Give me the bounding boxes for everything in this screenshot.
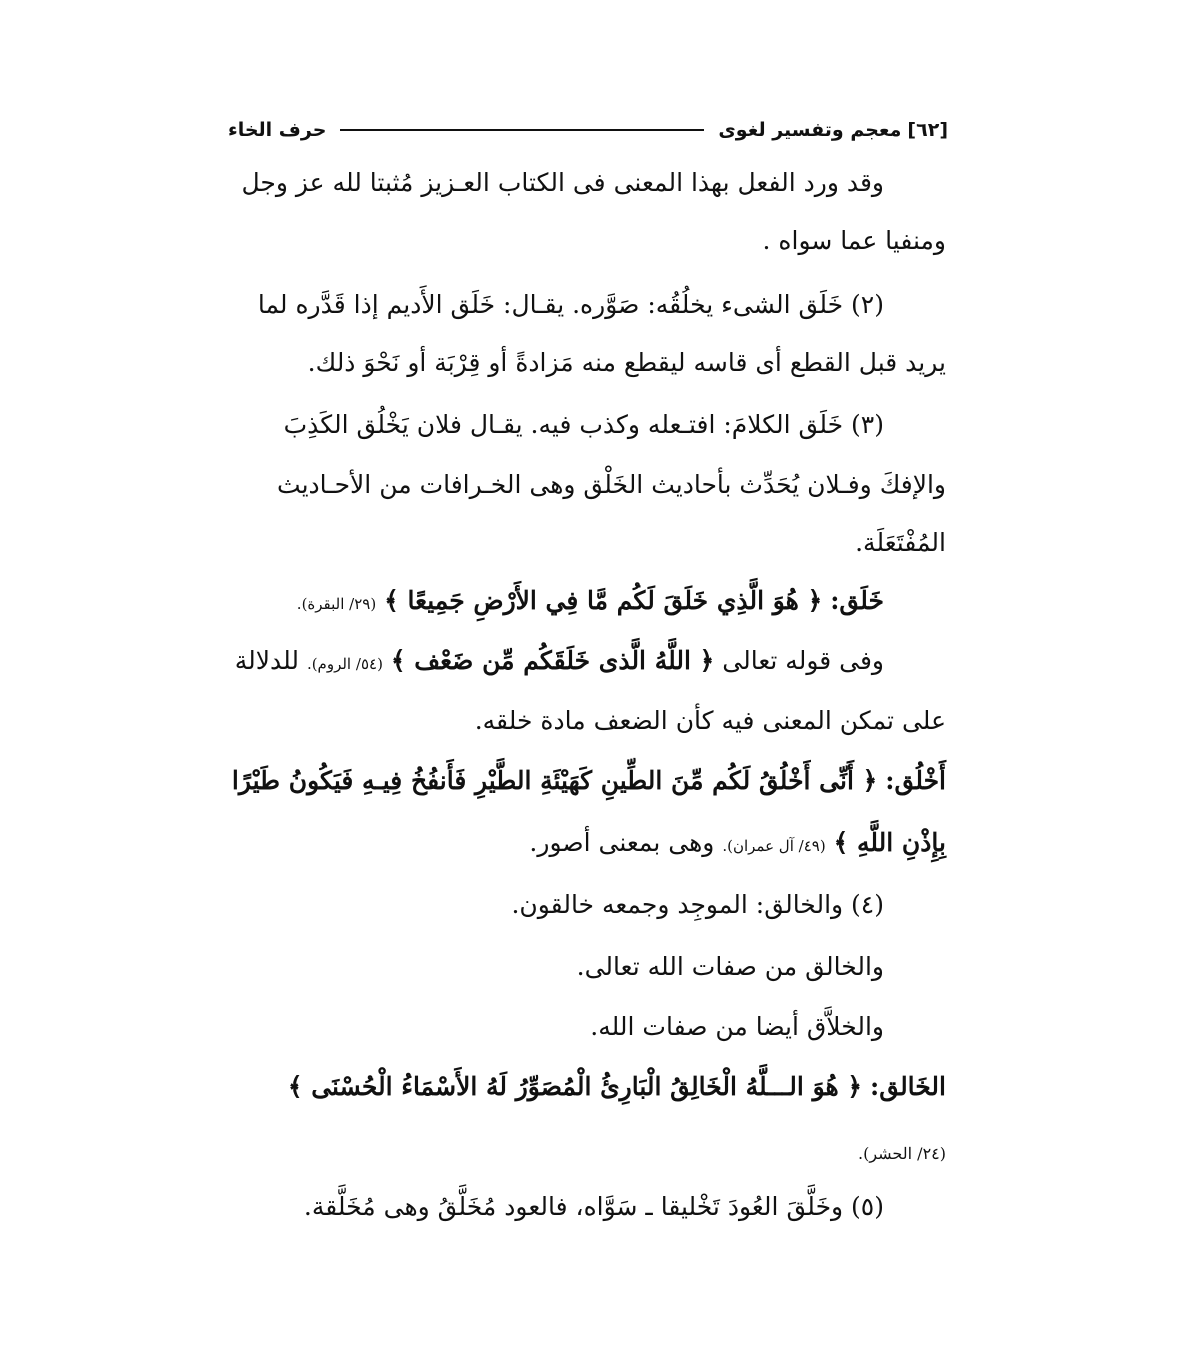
- page-number: [٦٢]: [907, 119, 948, 141]
- text-line-18: (٥) وخَلَّقَ العُودَ تَخْليقا ـ سَوَّاه، فالعود مُخَلَّقُ وهى مُخَلَّقة.: [303, 1192, 884, 1221]
- verse-line-rum: [235, 646, 884, 675]
- text-line-14: والخالق من صفات الله تعالى.: [576, 952, 884, 981]
- quran-verse: ﴿ أَنِّى أَخْلُقُ لَكُم مِّنَ الطِّينِ كَهَيْئَةِ الطَّيْرِ فَأَنفُخُ فِيـهِ فَيَكُونُ طَيْرًا: [231, 766, 878, 795]
- text-line-4: يريد قبل القطع أى قاسه ليقطع منه مَزادةً أو قِرْبَة أو نَحْوَ ذلك.: [307, 348, 946, 377]
- verse-line-khalaqa: [297, 586, 884, 615]
- verse-reference: (٤٩/ آل عمران).: [722, 837, 826, 855]
- text-line-2: ومنفيا عما سواه .: [762, 226, 946, 255]
- quran-verse: ﴿ اللَّهُ الَّذى خَلَقَكُم مِّن ضَعْف ﴾: [390, 646, 715, 675]
- quran-verse: ﴿ هُوَ الـــلَّهُ الْخَالِقُ الْبَارِئُ الْمُصَوِّرُ لَهُ الأَسْمَاءُ الْحُسْنَى ﴾: [287, 1072, 863, 1101]
- running-header: [228, 112, 948, 148]
- trailing-text: للدلالة: [234, 646, 299, 675]
- verse-line-akhluqu: [232, 766, 946, 795]
- text-line-15: والخلاَّق أيضا من صفات الله.: [590, 1012, 884, 1041]
- text-line-5: (٣) خَلَق الكلامَ: افتـعله وكذب فيه. يقـال فلان يَخْلُق الكَذِبَ: [283, 410, 884, 439]
- quran-verse-end: بِإِذْنِ اللَّهِ ﴾: [833, 828, 946, 857]
- verse-reference: (٥٤/ الروم).: [306, 655, 383, 673]
- verse-reference: (٢٤/ الحشر).: [858, 1144, 946, 1163]
- verse-line-khaliq: [288, 1072, 946, 1101]
- text-line-3: (٢) خَلَق الشىء يخلُقُه: صَوَّره. يقـال: خَلَق الأَديم إذا قَدَّره لما: [257, 290, 884, 319]
- verse-line-continuation: [529, 828, 946, 857]
- text-line-13: (٤) والخالق: الموجِد وجمعه خالقون.: [511, 890, 884, 919]
- text-line-10: على تمكن المعنى فيه كأن الضعف مادة خلقه.: [474, 706, 946, 735]
- text-line-1: وقد ورد الفعل بهذا المعنى فى الكتاب العـزيز مُثبتا لله عز وجل: [241, 168, 884, 197]
- book-title: معجم وتفسير لغوى: [718, 119, 902, 141]
- headword: أَخْلُق:: [885, 766, 946, 795]
- headword: الخَالق:: [869, 1072, 946, 1101]
- section-title: حرف الخاء: [228, 119, 327, 141]
- trailing-text: وهى بمعنى أصور.: [529, 828, 715, 857]
- verse-reference: (٢٩/ البقرة).: [296, 595, 377, 613]
- quran-verse: ﴿ هُوَ الَّذِي خَلَقَ لَكُم مَّا فِي الأَرْضِ جَمِيعًا ﴾: [384, 586, 823, 615]
- text-line-7: المُفْتَعَلَة.: [855, 528, 946, 557]
- header-rule: [340, 129, 704, 131]
- intro-text: وفى قوله تعالى: [722, 646, 884, 675]
- text-line-6: والإفكَ وفـلان يُحَدِّث بأحاديث الخَلْق وهى الخـرافات من الأحـاديث: [277, 470, 946, 499]
- headword: خَلَق:: [830, 586, 884, 615]
